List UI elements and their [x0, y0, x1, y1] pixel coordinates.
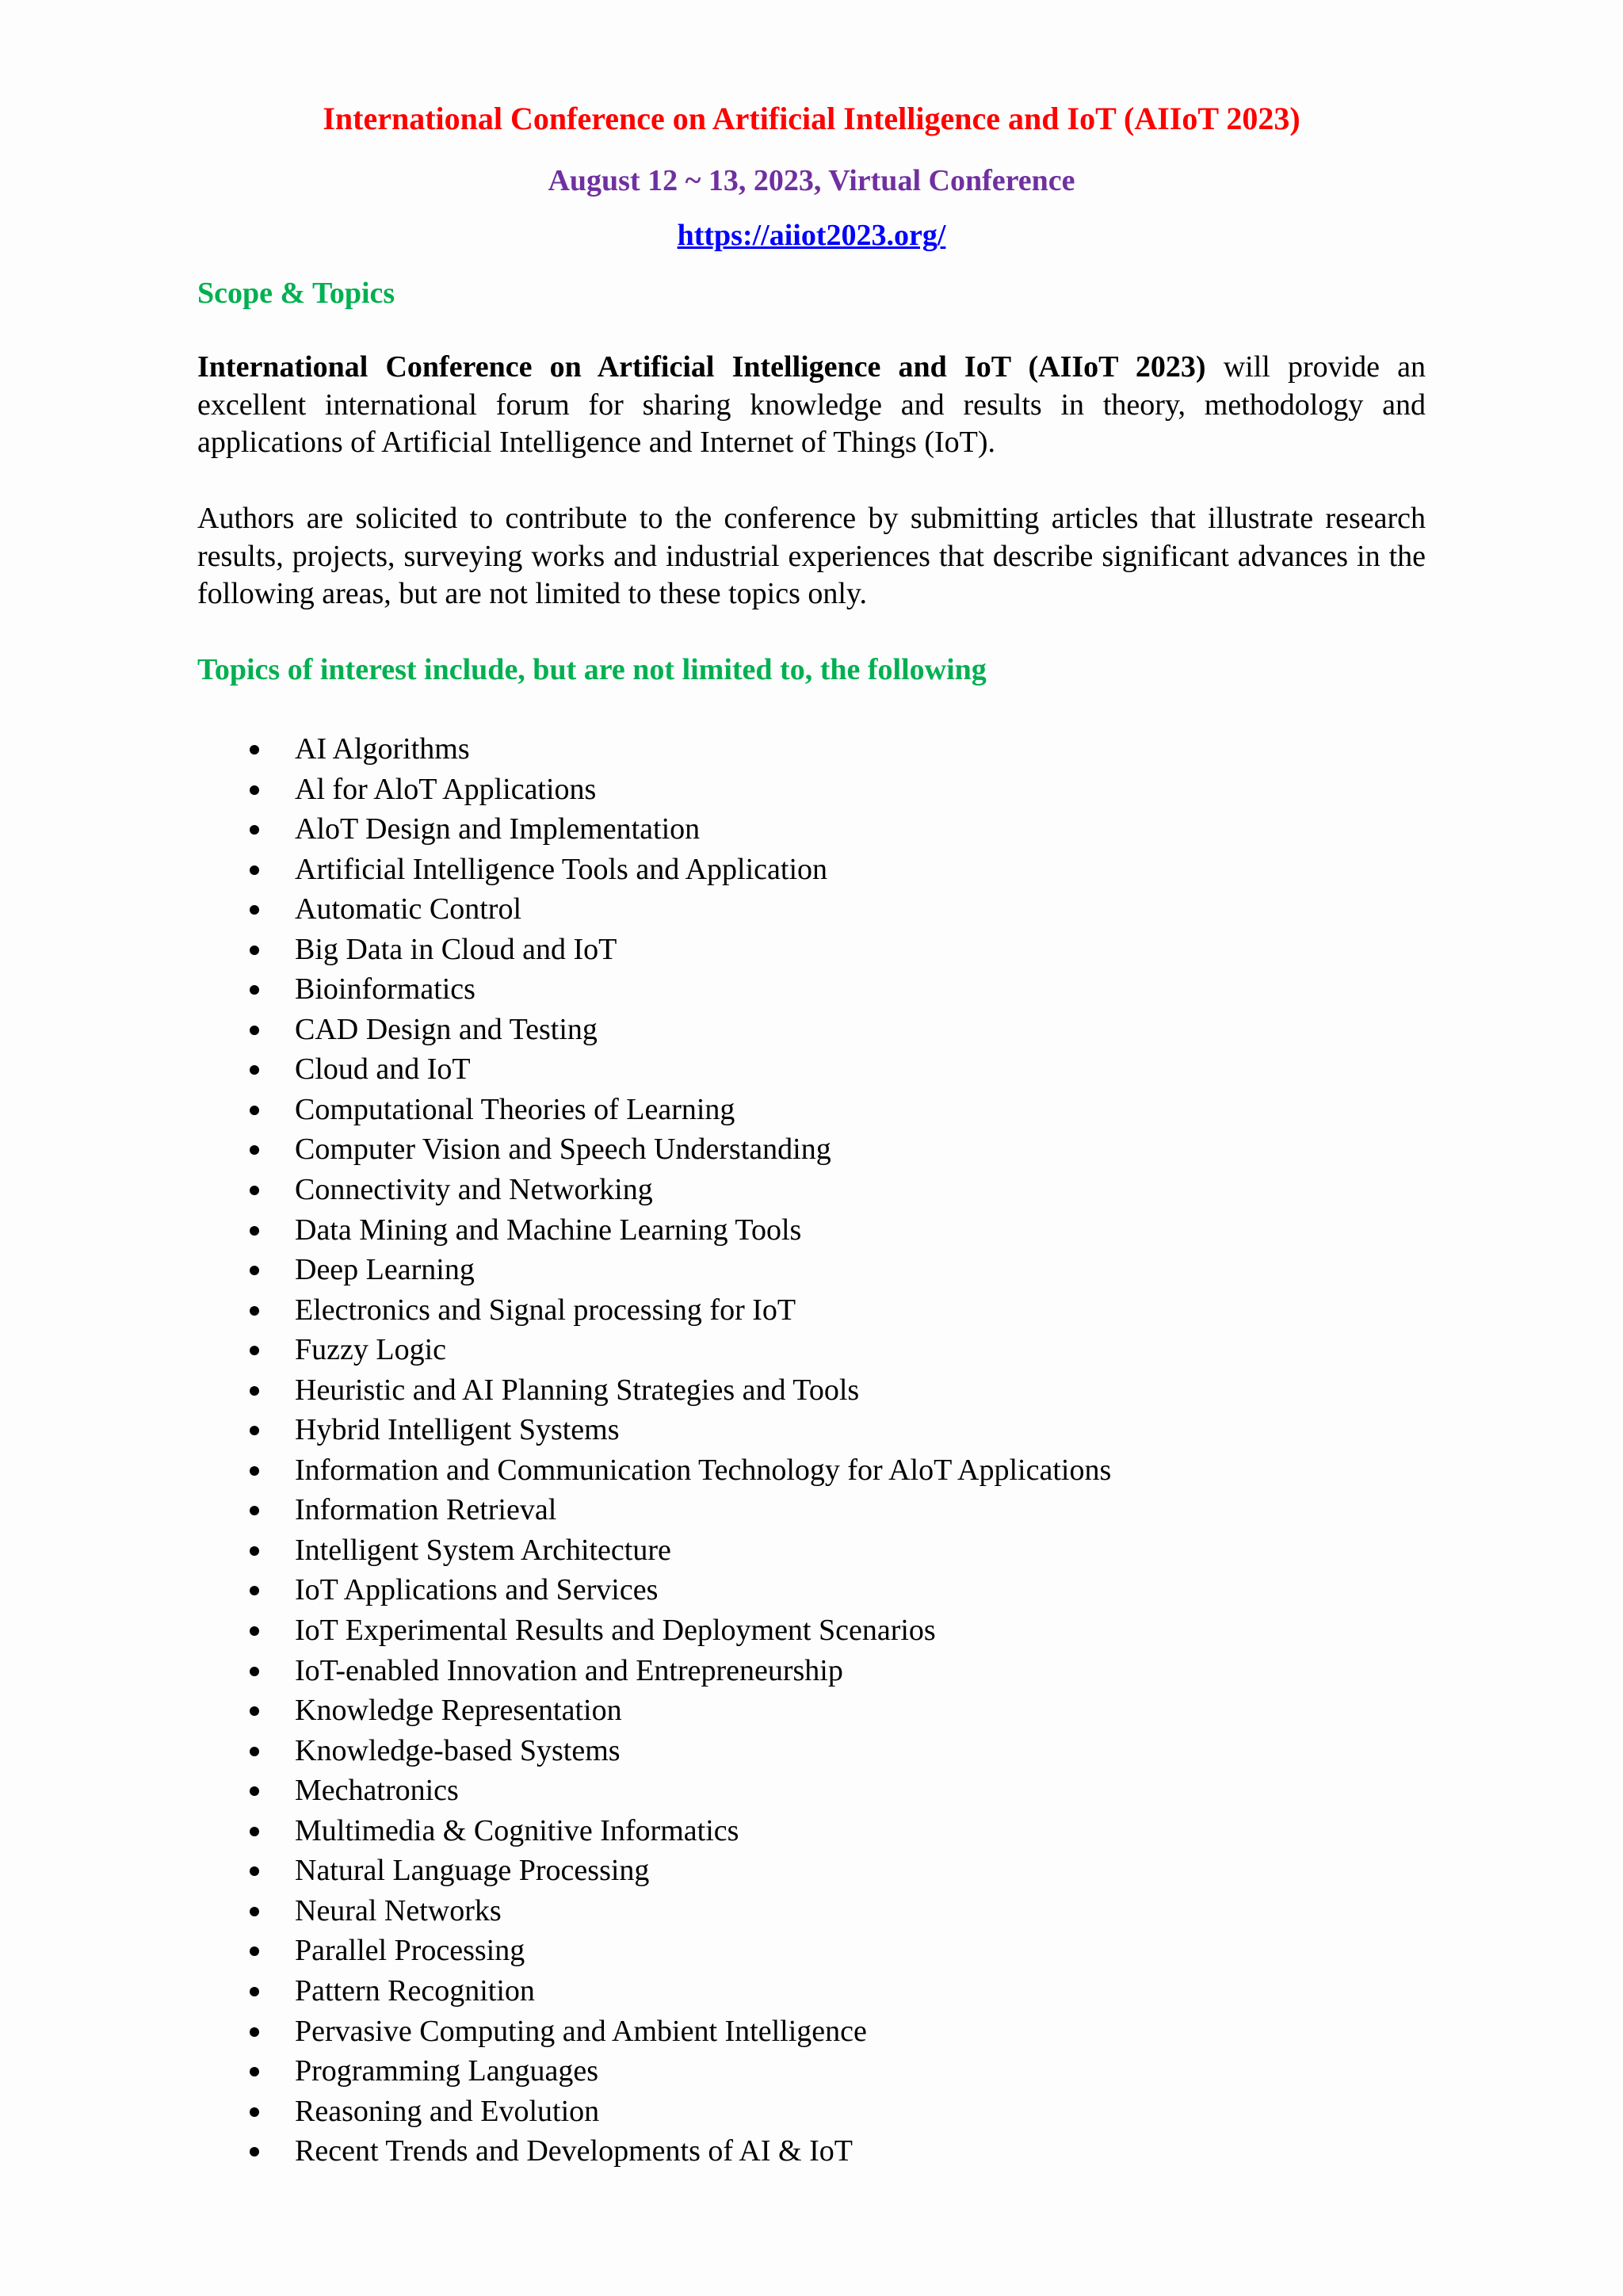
topic-label: Connectivity and Networking — [295, 1173, 653, 1207]
bullet-icon — [250, 905, 259, 915]
topic-label: Data Mining and Machine Learning Tools — [295, 1213, 802, 1247]
bullet-icon — [250, 1106, 259, 1115]
bullet-icon — [250, 1626, 259, 1636]
topic-label: IoT Applications and Services — [295, 1573, 659, 1607]
bullet-icon — [250, 946, 259, 955]
bullet-icon — [250, 1145, 259, 1155]
topic-label: Computational Theories of Learning — [295, 1092, 735, 1126]
conference-title: International Conference on Artificial Intelligence and IoT (AIIoT 2023) — [323, 101, 1300, 136]
bullet-icon — [250, 985, 259, 995]
bullet-icon — [250, 1026, 259, 1035]
topic-label: Mechatronics — [295, 1774, 459, 1808]
topic-label: Deep Learning — [295, 1253, 475, 1287]
topic-label: Hybrid Intelligent Systems — [295, 1413, 620, 1447]
topic-label: IoT-enabled Innovation and Entrepreneurship — [295, 1653, 843, 1687]
topic-label: Natural Language Processing — [295, 1854, 650, 1888]
topic-label: Neural Networks — [295, 1893, 502, 1927]
topic-label: AloT Design and Implementation — [295, 812, 701, 846]
topic-label: Electronics and Signal processing for IoT — [295, 1293, 796, 1327]
topic-label: Knowledge Representation — [295, 1694, 622, 1728]
bullet-icon — [250, 825, 259, 835]
topic-label: Fuzzy Logic — [295, 1333, 447, 1367]
bullet-icon — [250, 2067, 259, 2076]
scope-heading: Scope & Topics — [197, 277, 395, 310]
bullet-icon — [250, 1866, 259, 1876]
topic-label: Pattern Recognition — [295, 1973, 535, 2008]
bullet-icon — [250, 1706, 259, 1716]
topic-label: Pervasive Computing and Ambient Intelligence — [295, 2014, 867, 2048]
topic-label: Automatic Control — [295, 892, 522, 926]
bullet-icon — [250, 2107, 259, 2117]
topic-label: Parallel Processing — [295, 1934, 525, 1968]
topic-label: CAD Design and Testing — [295, 1012, 598, 1046]
bullet-icon — [250, 1065, 259, 1075]
conference-url — [197, 216, 1426, 254]
conference-dates: August 12 ~ 13, 2023, Virtual Conference — [548, 164, 1075, 197]
bullet-icon — [250, 1226, 259, 1236]
topic-label: Programming Languages — [295, 2054, 599, 2088]
bullet-icon — [250, 1827, 259, 1836]
topic-label: Heuristic and AI Planning Strategies and Tools — [295, 1373, 860, 1407]
topic-label: Information Retrieval — [295, 1493, 557, 1527]
topic-label: Al for AloT Applications — [295, 772, 597, 806]
bullet-icon — [250, 1466, 259, 1476]
bullet-icon — [250, 1586, 259, 1595]
bullet-icon — [250, 1386, 259, 1396]
bullet-icon — [250, 1747, 259, 1756]
bullet-icon — [250, 2147, 259, 2157]
topic-label: Artificial Intelligence Tools and Application — [295, 852, 828, 886]
topic-label: IoT Experimental Results and Deployment Scenarios — [295, 1614, 936, 1648]
bullet-icon — [250, 785, 259, 795]
topic-label: Reasoning and Evolution — [295, 2094, 600, 2128]
topic-label: Computer Vision and Speech Understanding — [295, 1133, 831, 1167]
topic-label: Recent Trends and Developments of AI & IoT — [295, 2134, 853, 2168]
bullet-icon — [250, 865, 259, 875]
topic-label: Intelligent System Architecture — [295, 1533, 671, 1567]
topic-label: Knowledge-based Systems — [295, 1733, 621, 1767]
bullet-icon — [250, 1667, 259, 1676]
topic-label: Multimedia & Cognitive Informatics — [295, 1813, 739, 1847]
intro-bold-title: International Conference on Artificial Intelligence and IoT (AIIoT 2023) — [197, 350, 1206, 384]
bullet-icon — [250, 1946, 259, 1956]
conference-url-link[interactable]: https://aiiot2023.org/ — [677, 219, 946, 252]
bullet-icon — [250, 1266, 259, 1275]
bullet-icon — [250, 1186, 259, 1195]
topic-label: Bioinformatics — [295, 972, 475, 1007]
topic-label: Information and Communication Technology for AloT Applications — [295, 1453, 1112, 1487]
bullet-icon — [250, 1346, 259, 1355]
bullet-icon — [250, 2027, 259, 2037]
intro-paragraph — [197, 349, 1426, 462]
intro-text: will provide an excellent international forum for sharing knowledge and results in theory, methodology and applications of Artificial Intelligence and Internet of Things (IoT). — [197, 350, 1426, 459]
bullet-icon — [250, 1907, 259, 1916]
bullet-icon — [250, 1306, 259, 1316]
topic-label: Big Data in Cloud and IoT — [295, 932, 617, 966]
bullet-icon — [250, 745, 259, 755]
bullet-icon — [250, 1546, 259, 1556]
topic-label: AI Algorithms — [295, 732, 470, 766]
bullet-icon — [250, 1786, 259, 1796]
authors-paragraph: Authors are solicited to contribute to the conference by submitting articles that illustrate research results, projects, surveying works and industrial experiences that describe significant advances in the following areas, but are not limited to these topics only. — [197, 502, 1426, 610]
bullet-icon — [250, 1987, 259, 1996]
bullet-icon — [250, 1506, 259, 1515]
topics-heading: Topics of interest include, but are not limited to, the following — [197, 653, 987, 686]
bullet-icon — [250, 1426, 259, 1435]
topic-label: Cloud and IoT — [295, 1052, 471, 1087]
